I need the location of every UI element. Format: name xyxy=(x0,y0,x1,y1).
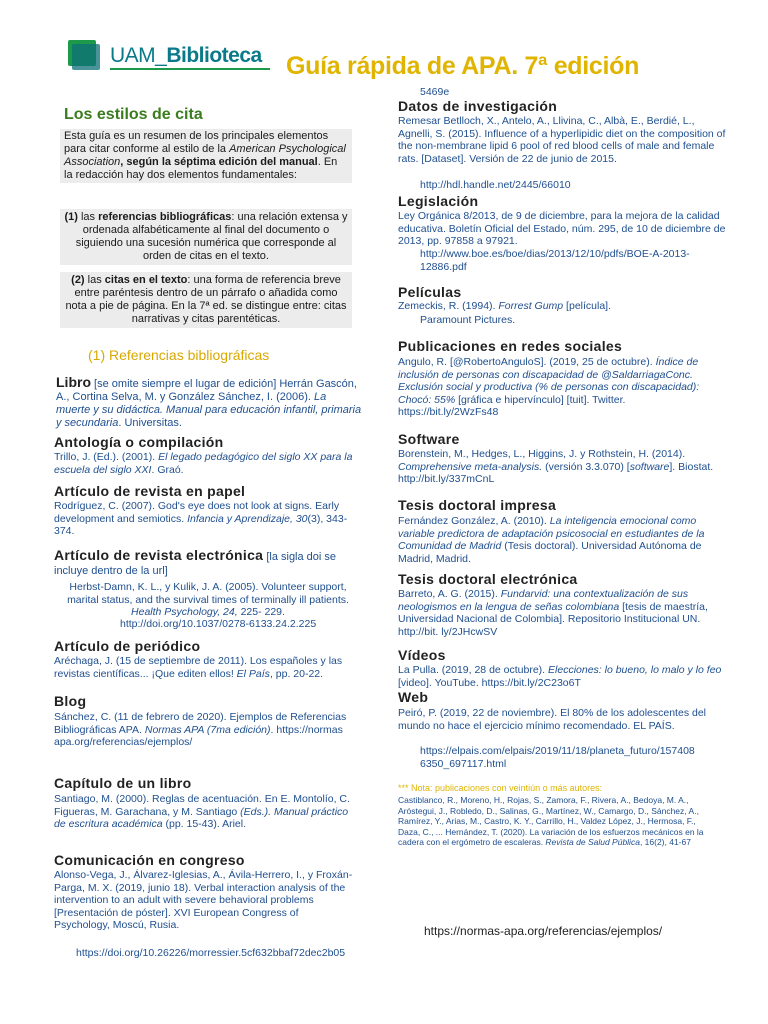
legislation-url[interactable]: http://www.boe.es/boe/dias/2013/12/10/pdfs/BOE-A-2013-12886.pdf xyxy=(420,248,690,273)
software-heading: Software xyxy=(398,431,460,447)
library-logo-text: UAM_Biblioteca xyxy=(110,44,262,67)
electronic-thesis-heading: Tesis doctoral electrónica xyxy=(398,571,578,587)
newspaper-heading: Artículo de periódico xyxy=(54,638,201,654)
book-entry: Libro [se omite siempre el lugar de edición] Herrán Gascón, A., Cortina Selva, M. y González Sánchez, I. (2006). La muerte y su didáctica. Manual para educación infantil, primaria y secundaria. Universitas. xyxy=(56,374,362,429)
electronic-article-ref: Herbst-Damn, K. L., y Kulik, J. A. (2005). Volunteer support, marital status, and the survival times of terminally ill patients. Health Psychology, 24, 225- 229. xyxy=(67,581,349,618)
intro-paragraph: Esta guía es un resumen de los principales elementos para citar conforme al estilo de la American Psychological Association, según la séptima edición del manual. En la redacción hay dos elementos fundamentales: xyxy=(60,129,352,183)
footer-url[interactable]: https://normas-apa.org/referencias/ejemplos/ xyxy=(424,924,663,938)
blog-ref: Sánchez, C. (11 de febrero de 2020). Ejemplos de Referencias Bibliográficas APA. Normas APA (7ma edición). https://normas apa.org/referencias/ejemplos/ xyxy=(54,711,347,748)
films-ref-publisher: Paramount Pictures. xyxy=(420,314,516,326)
print-article-heading: Artículo de revista en papel xyxy=(54,483,246,499)
point-citations: (2) las citas en el texto: una forma de referencia breve entre paréntesis dentro de un párrafo o añadida como nota a pie de página. En la 7ª ed. se distingue entre: citas narrativas y citas parentéticas. xyxy=(60,272,352,328)
point-references: (1) las referencias bibliográficas: una relación extensa y ordenada alfabéticamente al final del documento o siguiendo una sucesión numérica que corresponde al orden de citas en el texto. xyxy=(60,209,352,265)
anthology-ref: Trillo, J. (Ed.). (2001). El legado pedagógico del siglo XX para la escuela del siglo XXI. Graó. xyxy=(54,451,353,476)
library-logo-icon xyxy=(68,40,100,70)
note-title: *** Nota: publicaciones con veintiún o más autores: xyxy=(398,783,603,793)
films-ref: Zemeckis, R. (1994). Forrest Gump [película]. xyxy=(398,300,612,312)
software-ref: Borenstein, M., Hedges, L., Higgins, J. y Rothstein, H. (2014). Comprehensive meta-analysis. (versión 3.3.070) [software]. Biostat. http://bit.ly/337mCnL xyxy=(398,448,714,485)
web-url[interactable]: https://elpais.com/elpais/2019/11/18/planeta_futuro/157408 6350_697117.html xyxy=(420,745,695,770)
videos-ref: La Pulla. (2019, 28 de octubre). Elecciones: lo bueno, lo malo y lo feo [video]. YouTube. https://bit.ly/2C23o6T xyxy=(398,664,722,689)
sub-heading: (1) Referencias bibliográficas xyxy=(88,347,270,363)
web-ref: Peiró, P. (2019, 22 de noviembre). El 80% de los adolescentes del mundo no hace el ejercicio mínimo recomendado. EL PAÍS. xyxy=(398,707,706,732)
congress-url[interactable]: https://doi.org/10.26226/morressier.5cf632bbaf72dec2b05 xyxy=(76,947,346,959)
blog-heading: Blog xyxy=(54,693,87,709)
videos-heading: Vídeos xyxy=(398,647,446,663)
print-thesis-heading: Tesis doctoral impresa xyxy=(398,497,557,513)
logo-underline xyxy=(110,68,270,70)
social-ref: Angulo, R. [@RobertoAnguloS]. (2019, 25 de octubre). Índice de inclusión de personas con discapacidad de @SaldarriagaConc. Exclusión social y productiva (% de personas con discapacidad): Chocó: 55% [gráfica e hipervínculo] [tuit]. Twitter. https://bit.ly/2WzFs48 xyxy=(398,356,700,418)
legislation-heading: Legislación xyxy=(398,193,479,209)
anthology-heading: Antología o compilación xyxy=(54,434,224,450)
electronic-article-heading: Artículo de revista electrónica [la sigla doi se incluye dentro de la url] xyxy=(54,547,337,577)
chapter-ref: Santiago, M. (2000). Reglas de acentuación. En E. Montolío, C. Figueras, M. Garachana, y M. Santiago (Eds.). Manual práctico de escritura académica (pp. 15-43). Ariel. xyxy=(54,793,350,830)
web-heading: Web xyxy=(398,689,429,705)
congress-heading: Comunicación en congreso xyxy=(54,852,245,868)
data-ref: Remesar Betlloch, X., Antelo, A., Llivina, C., Albà, E., Berdié, L., Agnelli, S. (2015). Influence of a hyperlipidic diet on the composition of the non-membrane lipid 6 pool of red blood cells of male and female rats. [Dataset]. Versión de 22 de junio de 2015. xyxy=(398,115,726,165)
legislation-ref: Ley Orgánica 8/2013, de 9 de diciembre, para la mejora de la calidad educativa. Boletín Oficial del Estado, núm. 295, de 10 de diciembre de 2013, pp. 97858 a 97921. xyxy=(398,210,726,247)
electronic-article-url[interactable]: http://doi.org/10.1037/0278-6133.24.2.225 xyxy=(120,618,317,630)
films-heading: Películas xyxy=(398,284,462,300)
print-thesis-ref: Fernández González, A. (2010). La inteligencia emocional como variable predictora de adaptación psicosocial en estudiantes de la Comunidad de Madrid (Tesis doctoral). Universidad Autónoma de Madrid, Madrid. xyxy=(398,515,705,565)
data-url[interactable]: http://hdl.handle.net/2445/66010 xyxy=(420,179,571,191)
newspaper-ref: Aréchaga, J. (15 de septiembre de 2011). Los españoles y las revistas científicas... ¡Que editen ellos! El País, pp. 20-22. xyxy=(54,655,343,680)
congress-ref: Alonso-Vega, J., Álvarez-Iglesias, A., Ávila-Herrero, I., y Froxán-Parga, M. X. (2019, junio 18). Verbal interaction analysis of the intervention to an adult with severe behavioral problems [Presentación de póster]. XVI European Congress of Psychology, Moscú, Rusia. xyxy=(54,869,353,931)
chapter-heading: Capítulo de un libro xyxy=(54,775,192,791)
social-heading: Publicaciones en redes sociales xyxy=(398,338,623,354)
note-ref: Castiblanco, R., Moreno, H., Rojas, S., Zamora, F., Rivera, A., Bedoya, M. A., Aróstegui, J., Robledo, D., Salinas, G., Martínez, W., Camargo, D., Sánchez, A., Ramírez, Y., Arias, M., Castro, K. Y., Carrillo, H., Valdez López, J., Hermosa, F., Daza, C., ... Hernández, T. (2020). La variación de los esfuerzos mecánicos en la cadera con el ergómetro de escaleras. Revista de Salud Pública, 16(2), 41-67 xyxy=(398,795,704,847)
continuation-fragment: 5469e xyxy=(420,86,450,98)
print-article-ref: Rodríguez, C. (2007). God's eye does not look at signs. Early development and semiotics. Infancia y Aprendizaje, 30(3), 343-374. xyxy=(54,500,348,537)
page-title: Guía rápida de APA. 7ª edición xyxy=(286,52,640,80)
section-title: Los estilos de cita xyxy=(64,106,203,123)
data-heading: Datos de investigación xyxy=(398,98,558,114)
electronic-thesis-ref: Barreto, A. G. (2015). Fundarvid: una contextualización de sus neologismos en la lengua de señas colombiana [tesis de maestría, Universidad Nacional de Colombia]. Repositorio Institucional UN. http://bit. ly/2JHcwSV xyxy=(398,588,708,638)
